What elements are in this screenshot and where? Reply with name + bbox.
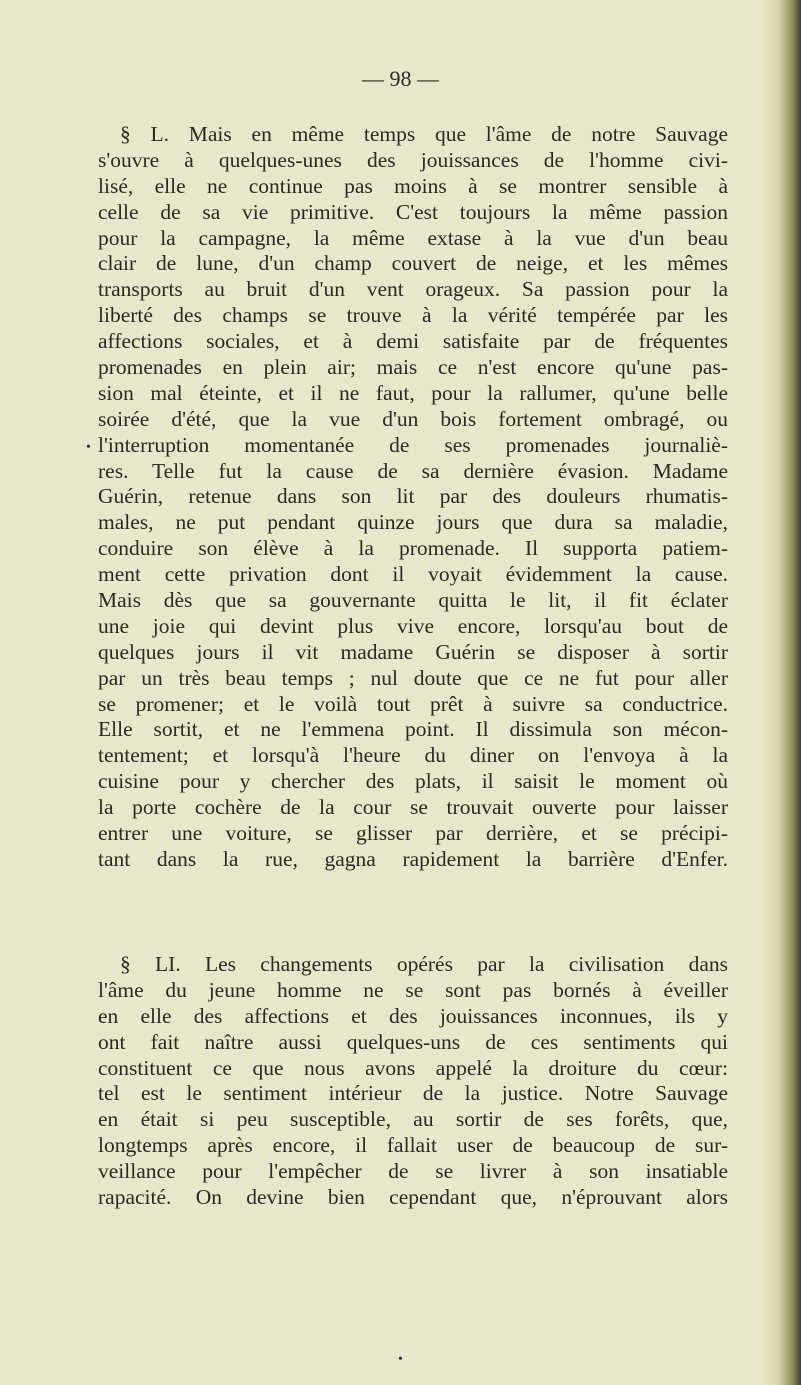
- text-line: males, ne put pendant quinze jours que dura sa maladie,: [98, 510, 728, 535]
- text-line: en elle des affections et des jouissances inconnues, ils y: [98, 1003, 728, 1028]
- text-line: longtemps après encore, il fallait user de beaucoup de sur-: [98, 1133, 728, 1158]
- text-line: § L. Mais en même temps que l'âme de notre Sauvage: [120, 122, 728, 146]
- paragraph-50: [98, 122, 728, 873]
- text-line: sion mal éteinte, et il ne faut, pour la rallumer, qu'une belle: [98, 380, 728, 405]
- text-line: l'âme du jeune homme ne se sont pas bornés à éveiller: [98, 977, 728, 1002]
- text-line: par un très beau temps ; nul doute que ce ne fut pour aller: [98, 665, 728, 690]
- text-line: l'interruption momentanée de ses promenades journaliè-: [98, 432, 728, 457]
- text-line: veillance pour l'empêcher de se livrer à son insatiable: [98, 1159, 728, 1184]
- text-line: la porte cochère de la cour se trouvait ouverte pour laisser: [98, 795, 728, 820]
- scan-speck: •: [398, 1352, 403, 1367]
- text-line: liberté des champs se trouve à la vérité tempérée par les: [98, 303, 728, 328]
- text-line: rapacité. On devine bien cependant que, n'éprouvant alors: [98, 1185, 728, 1210]
- text-line: tant dans la rue, gagna rapidement la barrière d'Enfer.: [98, 846, 728, 871]
- text-line: cuisine pour y chercher des plats, il saisit le moment où: [98, 769, 728, 794]
- text-line: clair de lune, d'un champ couvert de neige, et les mêmes: [98, 251, 728, 276]
- text-line: s'ouvre à quelques-unes des jouissances de l'homme civi-: [98, 147, 728, 172]
- text-line: constituent ce que nous avons appelé la droiture du cœur:: [98, 1055, 728, 1080]
- text-line: ment cette privation dont il voyait évidemment la cause.: [98, 562, 728, 587]
- text-line: en était si peu susceptible, au sortir de ses forêts, que,: [98, 1107, 728, 1132]
- text-line: transports au bruit d'un vent orageux. Sa passion pour la: [98, 277, 728, 302]
- scan-speck: •: [86, 440, 91, 455]
- text-line: Guérin, retenue dans son lit par des douleurs rhumatis-: [98, 484, 728, 509]
- text-line: lisé, elle ne continue pas moins à se montrer sensible à: [98, 173, 728, 198]
- text-line: soirée d'été, que la vue d'un bois fortement ombragé, ou: [98, 406, 728, 431]
- text-line: tentement; et lorsqu'à l'heure du diner on l'envoya à la: [98, 743, 728, 768]
- text-line: pour la campagne, la même extase à la vue d'un beau: [98, 225, 728, 250]
- text-line: Elle sortit, et ne l'emmena point. Il dissimula son mécon-: [98, 717, 728, 742]
- text-line: conduire son élève à la promenade. Il supporta patiem-: [98, 536, 728, 561]
- text-line: entrer une voiture, se glisser par derrière, et se précipi-: [98, 821, 728, 846]
- text-line: quelques jours il vit madame Guérin se disposer à sortir: [98, 639, 728, 664]
- paragraph-51: [98, 952, 728, 1211]
- text-line: affections sociales, et à demi satisfaite par de fréquentes: [98, 329, 728, 354]
- text-line: une joie qui devint plus vive encore, lorsqu'au bout de: [98, 613, 728, 638]
- text-line: se promener; et le voilà tout prêt à suivre sa conductrice.: [98, 691, 728, 716]
- text-line: promenades en plein air; mais ce n'est encore qu'une pas-: [98, 355, 728, 380]
- page-number: — 98 —: [362, 66, 439, 91]
- text-line: Mais dès que sa gouvernante quitta le lit, il fit éclater: [98, 588, 728, 613]
- text-line: tel est le sentiment intérieur de la justice. Notre Sauvage: [98, 1081, 728, 1106]
- text-line: res. Telle fut la cause de sa dernière évasion. Madame: [98, 458, 728, 483]
- scan-edge-shadow: [761, 0, 801, 1385]
- text-line: § LI. Les changements opérés par la civilisation dans: [120, 952, 728, 976]
- text-line: ont fait naître aussi quelques-uns de ces sentiments qui: [98, 1029, 728, 1054]
- text-line: celle de sa vie primitive. C'est toujours la même passion: [98, 199, 728, 224]
